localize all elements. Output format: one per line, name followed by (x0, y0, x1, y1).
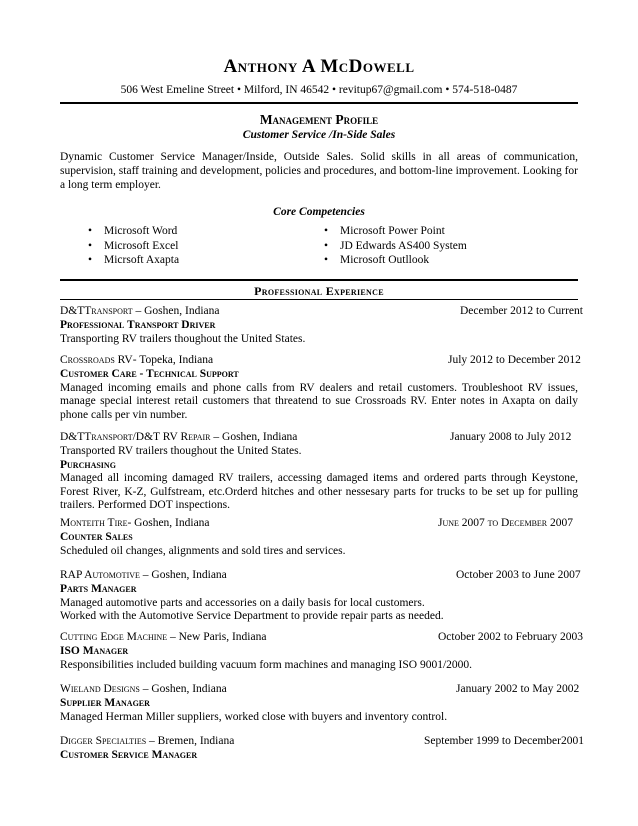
job-description: Transporting RV trailers thoughout the United States. (60, 332, 306, 345)
job-title: Parts Manager (60, 583, 137, 595)
job-location: – Bremen, Indiana (146, 735, 235, 747)
profile-subheading: Customer Service /In-Side Sales (242, 129, 396, 141)
competencies-left-list (88, 224, 179, 268)
experience-top-divider (60, 279, 578, 281)
experience-bottom-divider (60, 299, 578, 300)
job-employer: D&TTransport/D&T RV Repair (60, 431, 211, 443)
job-employer: Wieland Designs (60, 683, 140, 695)
job-entry (60, 735, 584, 763)
profile-heading: Management Profile (259, 112, 379, 127)
job-dates: October 2002 to February 2003 (438, 631, 583, 643)
candidate-name: Anthony A McDowell (223, 56, 415, 77)
job-dates: June 2007 to December 2007 (438, 517, 574, 529)
job-employer: D&TTransport (60, 305, 133, 317)
job-description: Scheduled oil changes, alignments and sold tires and services. (60, 544, 346, 557)
profile-summary: Dynamic Customer Service Manager/Inside, Outside Sales. Solid skills in all areas of communication, supervision, staff training and development, policies and procedures, and bottom-line improvement. Looking for a long term employer. (60, 151, 578, 191)
job-description: Managed automotive parts and accessories on a daily basis for local customers. (60, 596, 425, 609)
job-title: Customer Care - Technical Support (60, 368, 239, 380)
job-title: Supplier Manager (60, 697, 150, 709)
job-title: Purchasing (60, 458, 116, 471)
core-competencies-heading: Core Competencies (273, 206, 365, 218)
competency-item: • Microsoft Word (88, 224, 179, 239)
job-description: Worked with the Automotive Service Department to provide repair parts as needed. (60, 610, 444, 623)
job-dates: September 1999 to December2001 (424, 735, 584, 747)
job-location: - Goshen, Indiana (127, 517, 210, 529)
job-entry (60, 305, 583, 346)
job-title: Professional Transport Driver (60, 319, 216, 331)
job-title: Customer Service Manager (60, 749, 198, 761)
job-description: Responsibilities included building vacuum form machines and managing ISO 9001/2000. (60, 658, 473, 671)
job-entry (60, 631, 583, 672)
contact-line: 506 West Emeline Street • Milford, IN 46542 • revitup67@gmail.com • 574-518-0487 (120, 84, 518, 96)
job-employer: Crossroads RV (60, 354, 133, 366)
competency-item: • Micrsoft Axapta (88, 253, 179, 268)
job-description: Managed Herman Miller suppliers, worked close with buyers and inventory control. (60, 710, 448, 723)
job-employer: Monteith Tire (60, 517, 128, 529)
competency-item: • Microsoft Outllook (324, 253, 467, 268)
job-description: Managed incoming emails and phone calls from RV dealers and retail customers. Troubleshoot RV issues, manage special interest retail customers that threatend to sue Crossroads RV. Enter notes in Axapta on daily phone calls per vin number. (60, 381, 578, 421)
experience-heading: Professional Experience (254, 284, 384, 298)
competency-item: • Microsoft Power Point (324, 224, 467, 239)
competencies-right-list (324, 224, 467, 268)
header-divider (60, 102, 578, 104)
job-entry (60, 517, 578, 558)
job-dates: October 2003 to June 2007 (456, 569, 581, 581)
job-title: ISO Manager (60, 645, 129, 657)
job-description: Managed all incoming damaged RV trailers, accessing damaged items and ordered parts through Keystone, Forest River, K-Z, Gulfstream, etc.Orderd hitches and other nessesary parts for trucks to be set up for pulling trailers. Performed DOT inspections. (60, 472, 578, 512)
job-employer: Digger Specialties (60, 735, 147, 747)
job-dates: July 2012 to December 2012 (448, 354, 581, 366)
job-location: – Goshen, Indiana (139, 569, 227, 581)
job-dates: January 2008 to July 2012 (450, 431, 572, 443)
job-location: – Goshen, Indiana (132, 305, 220, 317)
job-location: – Goshen, Indiana (139, 683, 227, 695)
job-dates: January 2002 to May 2002 (456, 683, 580, 695)
job-entry (60, 354, 581, 422)
job-employer: Cutting Edge Machine (60, 631, 168, 643)
competency-item: • Microsoft Excel (88, 239, 179, 254)
job-location: - Topeka, Indiana (132, 354, 214, 366)
job-entry (60, 431, 578, 513)
job-entry (60, 683, 578, 724)
job-location: – Goshen, Indiana (210, 431, 298, 443)
job-title: Counter Sales (60, 531, 133, 543)
job-entry (60, 569, 581, 624)
competency-item: • JD Edwards AS400 System (324, 239, 467, 254)
job-dates: December 2012 to Current (460, 305, 583, 317)
job-location: – New Paris, Indiana (167, 631, 267, 643)
job-employer: RAP Automotive (60, 569, 140, 581)
job-summary: Transported RV trailers thoughout the United States. (60, 445, 302, 457)
